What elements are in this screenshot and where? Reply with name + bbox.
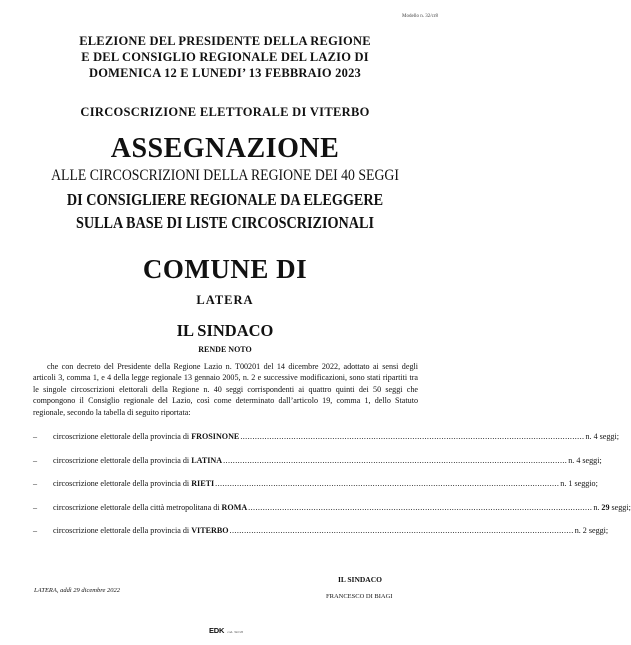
province-name: ROMA	[221, 502, 248, 512]
province-name: FROSINONE	[191, 432, 240, 441]
dot-leader: ..............................................................................................................................................	[240, 432, 585, 441]
seat-number: 29	[601, 502, 610, 512]
seat-count	[593, 503, 631, 512]
signature-name: FRANCESCO DI BIAGI	[326, 593, 393, 600]
list-item-label: circoscrizione elettorale della provincia di	[53, 526, 192, 536]
comune-name: LATERA	[196, 293, 254, 307]
printer-logo: EDK	[209, 626, 225, 635]
list-item-label: circoscrizione elettorale della provincia di	[53, 432, 192, 441]
list-item-text	[53, 432, 239, 441]
list-item	[33, 526, 609, 538]
comune-title: COMUNE DI	[142, 254, 308, 284]
list-item-text	[53, 456, 222, 465]
list-item-text	[53, 503, 247, 512]
dot-leader: ..............................................................................................................................................	[223, 455, 568, 465]
seat-prefix: n.	[585, 432, 594, 441]
circoscrizione-heading: CIRCOSCRIZIONE ELETTORALE DI VITERBO	[80, 105, 370, 119]
list-item-text	[53, 526, 229, 535]
list-dash: –	[33, 432, 38, 441]
seat-allocation-list	[33, 432, 631, 550]
rende-noto-heading: RENDE NOTO	[198, 345, 252, 354]
list-dash: –	[33, 502, 38, 512]
subtitle-line-3: SULLA BASE DI LISTE CIRCOSCRIZIONALI	[75, 213, 375, 232]
seat-prefix: n.	[560, 479, 569, 489]
seat-prefix: n.	[568, 455, 577, 465]
list-item	[33, 432, 619, 444]
printer-code: cod. 32/cr8	[227, 630, 243, 634]
dot-leader: ..............................................................................................................................................	[215, 479, 560, 489]
header-line-1: ELEZIONE DEL PRESIDENTE DELLA REGIONE	[79, 34, 371, 48]
seat-suffix: seggi;	[597, 432, 619, 441]
election-header	[0, 33, 450, 81]
model-code: Modello n. 32/cr8	[402, 14, 438, 19]
seat-prefix: n.	[593, 502, 602, 512]
seat-prefix: n.	[574, 526, 583, 536]
province-name: LATINA	[191, 455, 223, 465]
list-item-label: circoscrizione elettorale della provincia di	[53, 479, 192, 489]
seat-count	[585, 432, 619, 441]
seat-suffix: seggio;	[572, 479, 598, 489]
province-name: RIETI	[191, 479, 215, 489]
list-dash: –	[33, 526, 38, 536]
dot-leader: ..............................................................................................................................................	[248, 502, 593, 512]
list-item-label: circoscrizione elettorale della città metropolitana di	[53, 502, 222, 512]
seat-count	[568, 456, 602, 465]
header-line-2: E DEL CONSIGLIO REGIONALE DEL LAZIO DI	[81, 50, 369, 64]
seat-number: 4	[576, 455, 581, 465]
list-dash: –	[33, 479, 38, 489]
seat-number: 4	[593, 432, 598, 441]
seat-count	[560, 479, 598, 488]
list-dash: –	[33, 455, 38, 465]
date-place: LATERA, addì 29 dicembre 2022	[34, 587, 120, 594]
mayor-title: IL SINDACO	[176, 321, 274, 340]
list-item	[33, 455, 602, 468]
list-item	[33, 479, 598, 491]
decree-paragraph: che con decreto del Presidente della Regione Lazio n. T00201 del 14 dicembre 2022, adottato ai sensi degli articoli 3, comma 1, e 4 della legge regionale 13 gennaio 2005, n. 2 e successive modificazioni, sono stati ripartiti tra le singole circoscrizioni elettorali della Regione n. 40 seggi corrispondenti ai quattro quinti dei 50 seggi che compongono il Consiglio regionale del Lazio, così come determinato dall’articolo 19, comma 1, dello Statuto regionale, secondo la tabella di seguito riportata:	[33, 362, 418, 417]
seat-count	[575, 526, 609, 535]
subtitle-line-1: ALLE CIRCOSCRIZIONI DELLA REGIONE DEI 40 SEGGI	[51, 167, 399, 184]
list-item	[33, 502, 631, 515]
seat-suffix: seggi;	[609, 502, 631, 512]
header-line-3: DOMENICA 12 E LUNEDI’ 13 FEBBRAIO 2023	[89, 66, 361, 80]
seat-number: 1	[568, 479, 573, 489]
printer-mark	[209, 626, 243, 635]
seat-suffix: seggi;	[586, 526, 609, 536]
list-item-text	[53, 479, 214, 488]
dot-leader: ..............................................................................................................................................	[229, 526, 574, 536]
province-name: VITERBO	[191, 526, 229, 536]
seat-number: 2	[582, 526, 587, 536]
seat-suffix: seggi;	[580, 455, 602, 465]
signature-title: IL SINDACO	[338, 575, 382, 584]
main-title: ASSEGNAZIONE	[110, 133, 340, 164]
subtitle-line-2: DI CONSIGLIERE REGIONALE DA ELEGGERE	[66, 190, 384, 209]
list-item-label: circoscrizione elettorale della provincia di	[53, 455, 192, 465]
